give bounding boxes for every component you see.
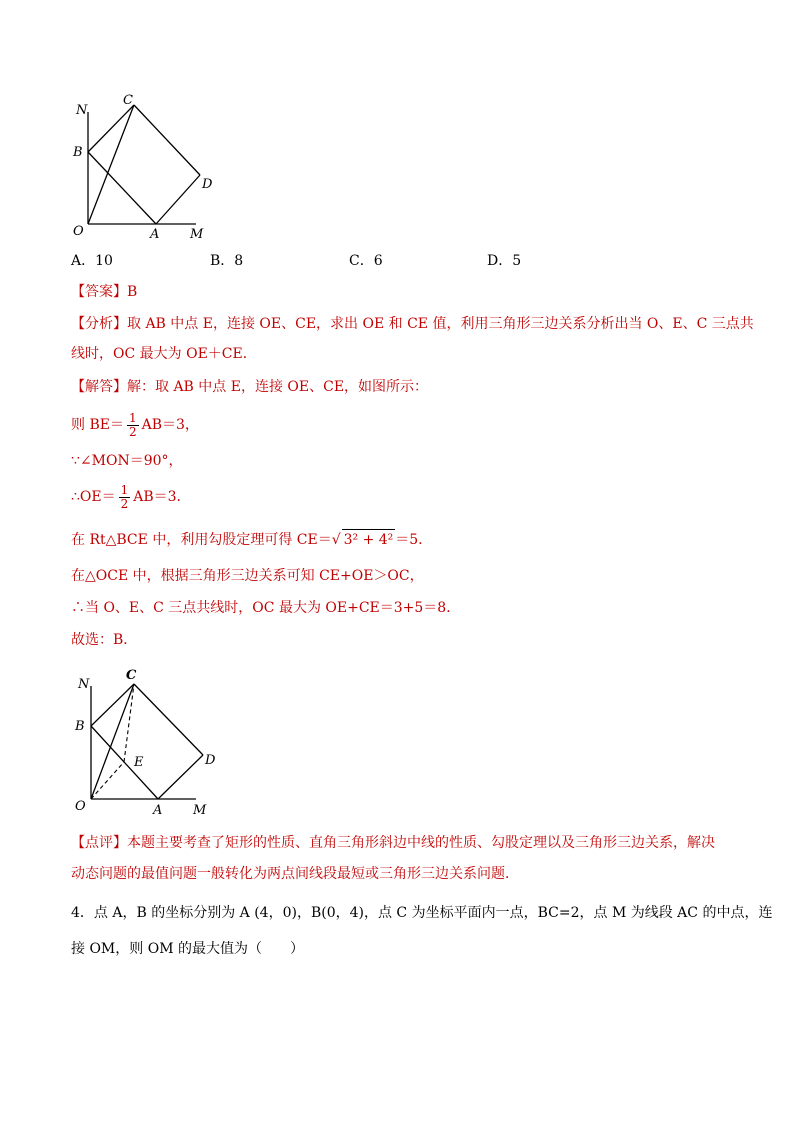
label-b-2: B — [75, 719, 85, 734]
question-4-line-2: 接 OM，则 OM 的最大值为（ ） — [71, 941, 304, 957]
analysis-text-1: 取 AB 中点 E，连接 OE、CE，求出 OE 和 CE 值，利用三角形三边关系分析出当 O、E、C 三点共 — [127, 316, 754, 332]
option-c: C．6 — [349, 253, 383, 269]
answer-tag: 【答案】 — [71, 284, 127, 300]
fraction-half — [127, 412, 139, 439]
label-d: D — [202, 177, 213, 192]
answer-value: B — [127, 284, 138, 300]
segment-cd-2 — [134, 684, 203, 755]
ce-suffix: ＝5． — [395, 532, 433, 548]
solution-intro-text: 解：取 AB 中点 E，连接 OE、CE，如图所示： — [127, 379, 429, 395]
fraction-numerator: 1 — [128, 410, 137, 425]
solution-be — [71, 410, 199, 440]
option-b: B．8 — [210, 253, 244, 269]
figure-1-diagram — [66, 92, 226, 242]
comment-text-1: 本题主要考查了矩形的性质、直角三角形斜边中线的性质、勾股定理以及三角形三边关系，解决 — [127, 835, 715, 851]
fraction-numerator-2: 1 — [120, 482, 129, 497]
label-b: B — [73, 145, 83, 160]
solution-intro — [71, 377, 428, 397]
fraction-denominator-2: 2 — [120, 496, 129, 511]
solution-conclusion: ∴当 O、E、C 三点共线时，OC 最大为 OE+CE＝3+5＝8． — [71, 600, 461, 616]
label-m: M — [190, 227, 204, 242]
segment-oc-2 — [91, 684, 134, 799]
solution-angle: ∵∠MON＝90°， — [71, 453, 183, 469]
solution-triangle: 在△OCE 中，根据三角形三边关系可知 CE+OE＞OC， — [71, 568, 424, 584]
label-c: C — [123, 93, 133, 108]
segment-da-2 — [158, 755, 203, 799]
label-c-2: C — [126, 668, 137, 683]
segment-cd — [134, 105, 200, 175]
solution-choose: 故选：B． — [71, 632, 138, 648]
label-o-2: O — [75, 799, 86, 814]
analysis-line-2: 线时，OC 最大为 OE＋CE． — [71, 346, 257, 362]
option-d: D．5 — [487, 253, 522, 269]
label-n-2: N — [78, 677, 90, 692]
segment-da — [156, 175, 200, 224]
segment-bc-2 — [91, 684, 134, 726]
label-m-2: M — [193, 803, 207, 818]
label-a-2: A — [153, 803, 163, 818]
segment-ab — [88, 152, 156, 224]
be-prefix: 则 BE＝ — [71, 417, 124, 433]
question-4-line-1: 4．点 A，B 的坐标分别为 A (4，0)，B(0，4)，点 C 为坐标平面内一点，BC=2，点 M 为线段 AC 的中点，连 — [71, 905, 773, 921]
segment-oc — [88, 105, 134, 224]
label-e-2: E — [134, 755, 144, 770]
fraction-half-2 — [119, 484, 131, 511]
solution-ce — [71, 529, 432, 550]
comment-line-1 — [71, 833, 715, 853]
label-n: N — [76, 103, 88, 118]
segment-bc — [88, 105, 134, 152]
option-a: A．10 — [71, 253, 113, 269]
analysis-line-1 — [71, 314, 754, 334]
label-a: A — [150, 227, 160, 242]
ce-prefix: 在 Rt△BCE 中，利用勾股定理可得 CE＝ — [71, 532, 332, 548]
dashed-oe — [91, 762, 124, 799]
figure-2-diagram — [66, 664, 226, 820]
be-suffix: AB＝3， — [141, 417, 199, 433]
analysis-tag: 【分析】 — [71, 316, 127, 332]
solution-oe — [71, 482, 191, 512]
comment-line-2: 动态问题的最值问题一般转化为两点间线段最短或三角形三边关系问题． — [71, 866, 519, 882]
answer-line — [71, 282, 137, 302]
sqrt-sign: √ — [331, 532, 341, 548]
oe-prefix: ∴OE＝ — [71, 489, 116, 505]
label-d-2: D — [205, 753, 216, 768]
fraction-denominator: 2 — [128, 424, 137, 439]
label-o: O — [73, 224, 84, 239]
oe-suffix: AB＝3． — [133, 489, 191, 505]
comment-tag: 【点评】 — [71, 835, 127, 851]
solution-tag: 【解答】 — [71, 379, 127, 395]
sqrt-radicand: 3² + 4² — [342, 529, 396, 550]
